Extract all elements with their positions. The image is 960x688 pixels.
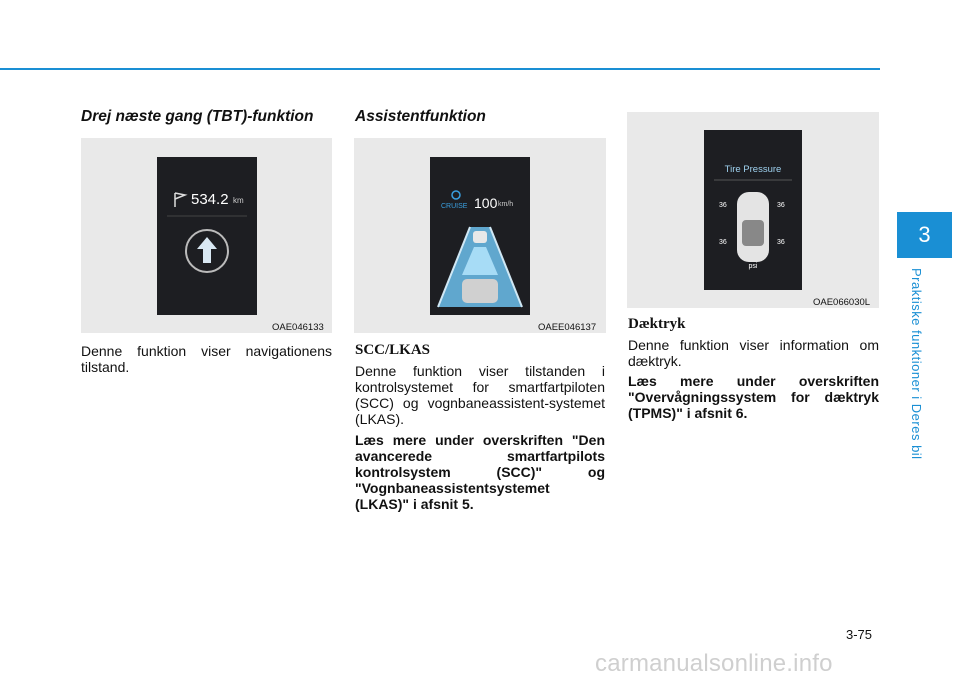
cruise-speed: 100 xyxy=(474,195,498,211)
car-top-view-icon xyxy=(737,192,769,262)
cluster-screen-tpms xyxy=(704,130,802,290)
figure-code-tpms: OAE066030L xyxy=(813,297,871,308)
tire-rear-left: 36 xyxy=(719,239,727,246)
page-number: 3-75 xyxy=(846,627,873,642)
figure-code-assist: OAEE046137 xyxy=(538,322,597,333)
text-scc-lkas: Denne funktion viser tilstanden i kontrolsystemet for smartfartpiloten (SCC) og vognbaneassistent-systemet (LKAS). xyxy=(355,363,605,427)
cluster-screen-assist xyxy=(430,157,530,315)
tire-rear-right: 36 xyxy=(777,239,785,246)
navigation-display xyxy=(157,157,257,315)
header-rule xyxy=(0,68,880,70)
driving-assist-display xyxy=(430,157,530,315)
own-car-icon xyxy=(462,279,498,303)
cruise-speed-unit: km/h xyxy=(498,201,514,208)
figure-code-tbt: OAE046133 xyxy=(272,322,324,333)
column-assist xyxy=(355,108,605,126)
section-heading-assist: Assistentfunktion xyxy=(355,108,486,125)
tire-front-right: 36 xyxy=(777,202,785,209)
lead-car-icon xyxy=(473,231,487,243)
tire-pressure-unit: psi xyxy=(748,263,758,270)
distance-value: 534.2 xyxy=(191,191,229,208)
watermark[interactable]: carmanualsonline.info xyxy=(595,650,833,677)
tpms-title: Tire Pressure xyxy=(724,164,782,175)
distance-unit: km xyxy=(233,196,244,205)
figure-tbt xyxy=(81,138,332,333)
chapter-title: Praktiske funktioner i Deres bil xyxy=(909,268,924,460)
subheading-scc-lkas: SCC/LKAS xyxy=(355,342,431,358)
text-tbt: Denne funktion viser navigationens tilstand. xyxy=(81,343,332,375)
figure-tpms xyxy=(627,112,879,308)
reference-scc-lkas: Læs mere under overskriften "Den avancerede smartfartpilots kontrolsystem (SCC)" og "Vognbaneassistentsystemet (LKAS)" i afsnit 5. xyxy=(355,432,605,512)
reference-tire-pressure: Læs mere under overskriften "Overvågningssystem for dæktryk (TPMS)" i afsnit 6. xyxy=(628,373,879,421)
tire-front-left: 36 xyxy=(719,202,727,209)
cruise-label: CRUISE xyxy=(441,203,468,210)
chapter-tab: 3 xyxy=(897,212,952,258)
text-tire-pressure: Denne funktion viser information om dæktryk. xyxy=(628,337,879,369)
column-tbt xyxy=(81,108,331,126)
subheading-tire-pressure: Dæktryk xyxy=(628,316,686,332)
figure-assist xyxy=(354,138,606,333)
cluster-screen-tbt xyxy=(157,157,257,315)
section-heading-tbt: Drej næste gang (TBT)-funktion xyxy=(81,108,314,125)
